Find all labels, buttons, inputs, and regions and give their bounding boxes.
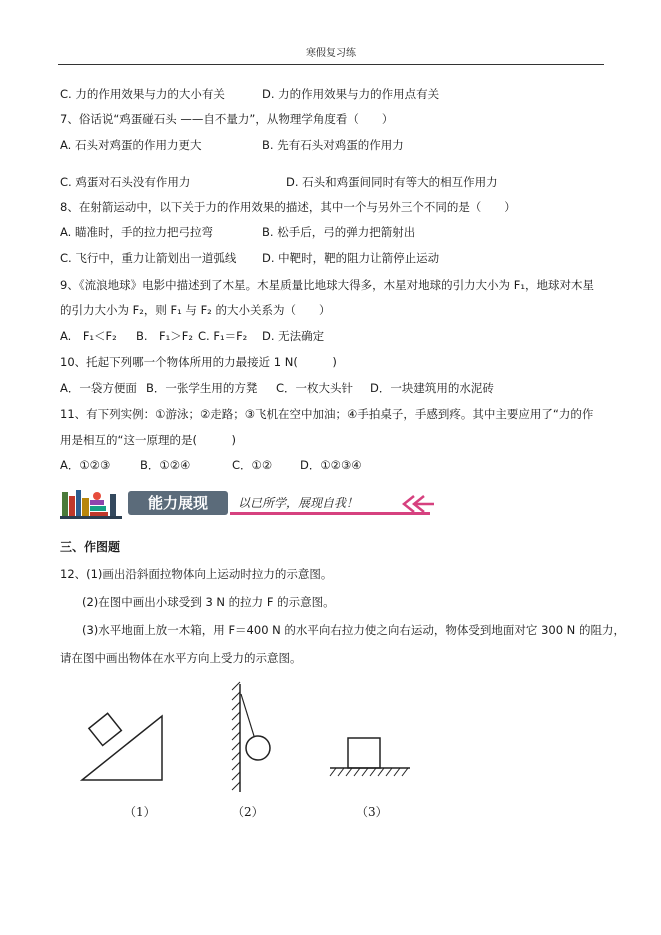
figure-2-caption: （2） — [232, 805, 264, 819]
q8-option-b: B. 松手后，弓的弹力把箭射出 — [262, 225, 416, 239]
q10-option-b: B．一张学生用的方凳 — [146, 381, 258, 395]
section-3-heading: 三、作图题 — [60, 540, 121, 554]
figure-1-incline — [82, 713, 162, 780]
banner-title: 能力展现 — [128, 491, 228, 515]
ability-banner — [60, 486, 440, 520]
q11-option-a: A．①②③ — [60, 458, 111, 472]
q8-option-d: D. 中靶时，靶的阻力让箭停止运动 — [262, 251, 440, 265]
figure-2-hanging-ball — [232, 682, 270, 792]
figure-3-caption: （3） — [356, 805, 388, 819]
q9-option-b: B. F₁＞F₂ — [136, 329, 193, 343]
q7-option-b: B. 先有石头对鸡蛋的作用力 — [262, 138, 404, 152]
figure-3-box-on-ground — [330, 738, 410, 776]
q8-stem: 8、在射箭运动中，以下关于力的作用效果的描述，其中一个与另外三个不同的是（ ） — [60, 200, 516, 214]
q6-option-c: C. 力的作用效果与力的大小有关 — [60, 87, 225, 101]
q11-option-d: D．①②③④ — [300, 458, 362, 472]
q7-option-c: C. 鸡蛋对石头没有作用力 — [60, 175, 191, 189]
q10-option-a: A．一袋方便面 — [60, 381, 137, 395]
q9-option-a: A. F₁＜F₂ — [60, 329, 117, 343]
double-arrow-icon — [400, 494, 436, 514]
q11-option-b: B．①②④ — [140, 458, 191, 472]
q7-stem: 7、俗话说“鸡蛋碰石头 ——自不量力”，从物理学角度看（ ） — [60, 112, 394, 126]
q12-line2: (2)在图中画出小球受到 3 N 的拉力 F 的示意图。 — [82, 595, 335, 609]
q11-option-c: C．①② — [232, 458, 273, 472]
q8-option-c: C. 飞行中，重力让箭划出一道弧线 — [60, 251, 237, 265]
q7-option-d: D. 石头和鸡蛋间同时有等大的相互作用力 — [286, 175, 498, 189]
q9-option-c: C. F₁＝F₂ — [198, 329, 248, 343]
q9-stem-line2: 的引力大小为 F₂，则 F₁ 与 F₂ 的大小关系为（ ） — [60, 303, 331, 317]
page-header: 寒假复习练 — [58, 44, 604, 65]
q6-option-d: D. 力的作用效果与力的作用点有关 — [262, 87, 440, 101]
q7-option-a: A. 石头对鸡蛋的作用力更大 — [60, 138, 202, 152]
q12-line3: (3)水平地面上放一木箱，用 F＝400 N 的水平向右拉力使之向右运动，物体受到地面对它 300 N 的阻力， — [82, 623, 625, 637]
q10-stem: 10、托起下列哪一个物体所用的力最接近 1 N( ) — [60, 355, 337, 369]
banner-slogan: 以已所学，展现自我！ — [238, 496, 359, 510]
q8-option-a: A. 瞄准时，手的拉力把弓拉弯 — [60, 225, 213, 239]
diagrams — [0, 680, 661, 800]
q11-stem-line1: 11、有下列实例：①游泳；②走路；③飞机在空中加油；④手拍桌子，手感到疼。其中主要应用了“力的作 — [60, 407, 594, 421]
q9-stem-line1: 9、《流浪地球》电影中描述到了木星。木星质量比地球大得多，木星对地球的引力大小为 F₁，地球对木星 — [60, 278, 594, 292]
q11-stem-line2: 用是相互的“这一原理的是( ) — [60, 433, 236, 447]
figure-1-caption: （1） — [124, 805, 156, 819]
q9-option-d: D. 无法确定 — [262, 329, 325, 343]
books-icon — [60, 486, 124, 520]
q10-option-d: D．一块建筑用的水泥砖 — [370, 381, 494, 395]
q12-line1: 12、(1)画出沿斜面拉物体向上运动时拉力的示意图。 — [60, 567, 333, 581]
q12-line4: 请在图中画出物体在水平方向上受力的示意图。 — [60, 651, 302, 665]
q10-option-c: C．一枚大头针 — [276, 381, 354, 395]
